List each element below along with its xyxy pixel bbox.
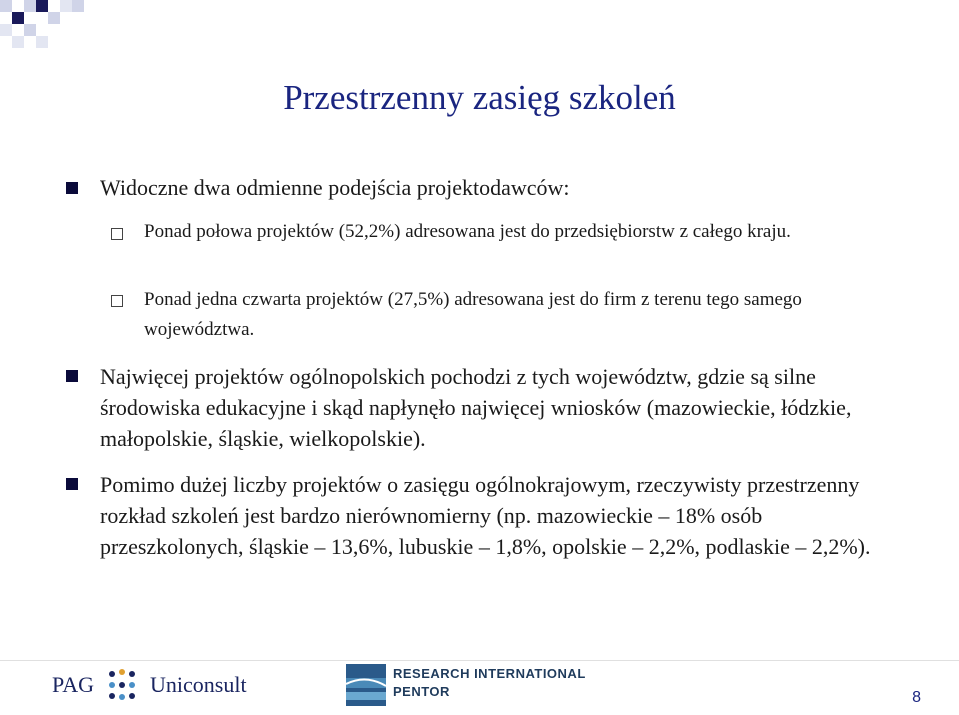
sub-bullet-text: Ponad połowa projektów (52,2%) adresowana jest do przedsiębiorstw z całego kraju. xyxy=(144,221,791,242)
hollow-square-icon xyxy=(111,228,123,240)
logo-line-2: PENTOR xyxy=(393,684,450,699)
uniconsult-logo-text: Uniconsult xyxy=(150,672,247,697)
pag-dots-logo-icon xyxy=(106,668,146,702)
hollow-square-icon xyxy=(111,295,123,307)
footer-divider xyxy=(0,660,959,661)
pag-logo-text: PAG xyxy=(52,672,94,697)
slide-title: Przestrzenny zasięg szkoleń xyxy=(283,78,676,117)
research-international-logo-icon xyxy=(346,664,386,706)
sub-bullet-text: Ponad jedna czwarta projektów (27,5%) adresowana jest do firm z terenu tego samego województwa. xyxy=(144,289,802,340)
bullet-text: Widoczne dwa odmienne podejścia projektodawców: xyxy=(100,175,570,200)
logo-line-1: RESEARCH INTERNATIONAL xyxy=(393,666,586,681)
bullet-text: Pomimo dużej liczby projektów o zasięgu ogólnokrajowym, rzeczywisty przestrzenny rozkład szkoleń jest bardzo nierównomierny (np. mazowieckie – 18% osób przeszkolonych, śląskie – 13,6%, lubuskie – 1,8%, opolskie – 2,2%, podlaskie – 2,2%). xyxy=(100,472,871,559)
bullet-square-icon xyxy=(66,370,78,382)
bullet-square-icon xyxy=(66,478,78,490)
page-number: 8 xyxy=(912,689,921,706)
bullet-text: Najwięcej projektów ogólnopolskich pochodzi z tych województw, gdzie są silne środowiska edukacyjne i skąd napłynęło najwięcej wniosków (mazowieckie, łódzkie, małopolskie, śląskie, wielkopolskie). xyxy=(100,364,852,451)
corner-decoration xyxy=(0,0,120,60)
research-international-logo-text xyxy=(393,665,586,701)
bullet-square-icon xyxy=(66,182,78,194)
